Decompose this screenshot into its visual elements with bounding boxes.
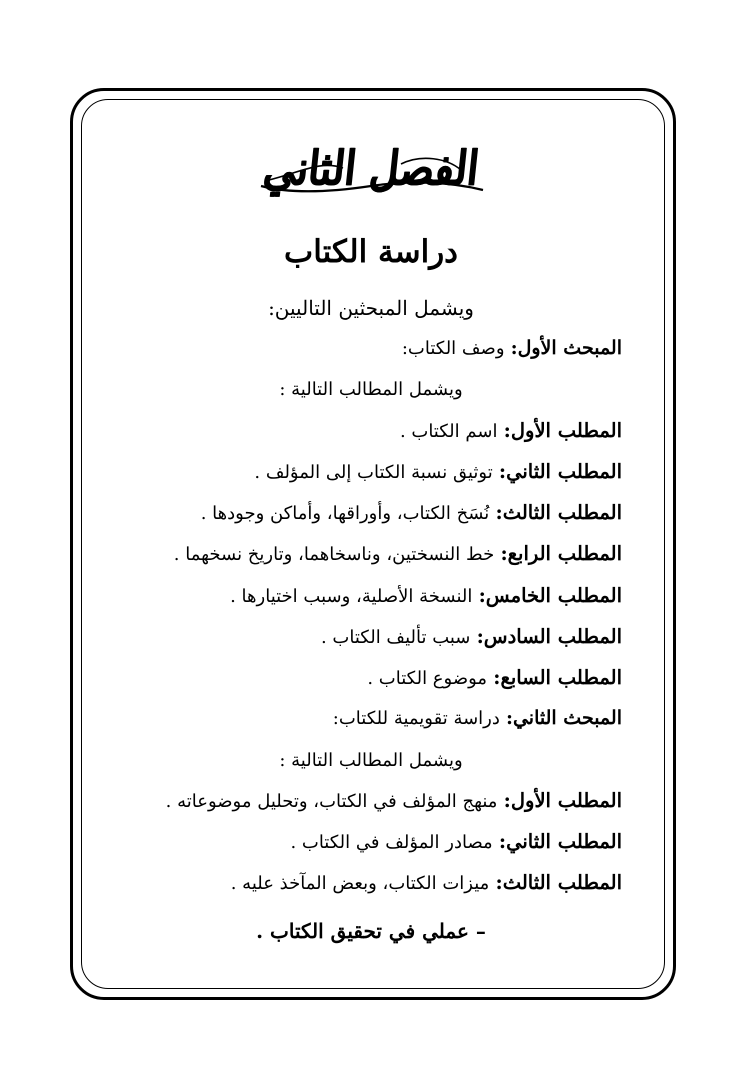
- page-content: [96, 104, 650, 984]
- section-text: ميزات الكتاب، وبعض المآخذ عليه .: [230, 873, 490, 895]
- section-text: نُسَخ الكتاب، وأوراقها، وأماكن وجودها .: [200, 503, 490, 525]
- section-text: ويشمل المطالب التالية :: [279, 749, 463, 771]
- list-item: [120, 827, 622, 857]
- section-text: توثيق نسبة الكتاب إلى المؤلف .: [254, 461, 493, 483]
- list-item: [120, 622, 622, 652]
- final-note: – عملي في تحقيق الكتاب .: [256, 918, 486, 943]
- section-text: موضوع الكتاب .: [367, 667, 488, 689]
- section-text: وصف الكتاب:: [401, 338, 505, 359]
- section-label: المطلب الثالث:: [495, 871, 622, 895]
- section-label: المطلب الأول:: [503, 788, 622, 812]
- list-item: [120, 868, 622, 898]
- list-item: [120, 334, 622, 363]
- intro-line: ويشمل المبحثين التاليين:: [268, 296, 474, 320]
- list-item: [120, 786, 622, 816]
- section-text: دراسة تقويمية للكتاب:: [332, 708, 500, 730]
- section-label: المبحث الثاني:: [505, 707, 622, 730]
- list-item: [120, 745, 622, 775]
- list-item: [120, 416, 622, 446]
- section-label: المطلب الرابع:: [500, 542, 622, 566]
- list-item: [120, 498, 622, 528]
- section-text: مصادر المؤلف في الكتاب .: [290, 832, 493, 854]
- section-label: المطلب السادس:: [476, 624, 622, 648]
- section-label: المطلب الأول:: [503, 418, 622, 442]
- list-item: [120, 704, 622, 733]
- section-text: اسم الكتاب .: [399, 420, 498, 442]
- list-item: [120, 581, 622, 611]
- section-text: سبب تأليف الكتاب .: [320, 626, 471, 648]
- section-label: المطلب السابع:: [493, 665, 622, 689]
- list-item: [120, 457, 622, 487]
- section-text: منهج المؤلف في الكتاب، وتحليل موضوعاته .: [165, 790, 498, 812]
- list-item: [120, 663, 622, 693]
- chapter-heading-ornament: [120, 134, 622, 208]
- section-text: ويشمل المطالب التالية :: [279, 379, 463, 401]
- page-title: دراسة الكتاب: [284, 234, 458, 270]
- section-label: المطلب الثاني:: [498, 830, 622, 854]
- list-item: [120, 539, 622, 569]
- section-text: النسخة الأصلية، وسبب اختيارها .: [230, 585, 473, 607]
- chapter-heading-text: الفصل الثاني: [260, 140, 482, 197]
- list-item: [120, 374, 622, 404]
- section-label: المطلب الثاني:: [498, 459, 622, 483]
- section-label: المطلب الثالث:: [495, 501, 622, 525]
- section-label: المطلب الخامس:: [478, 583, 622, 607]
- section-label: المبحث الأول:: [510, 337, 622, 359]
- section-text: خط النسختين، وناسخاهما، وتاريخ نسخهما .: [173, 544, 495, 566]
